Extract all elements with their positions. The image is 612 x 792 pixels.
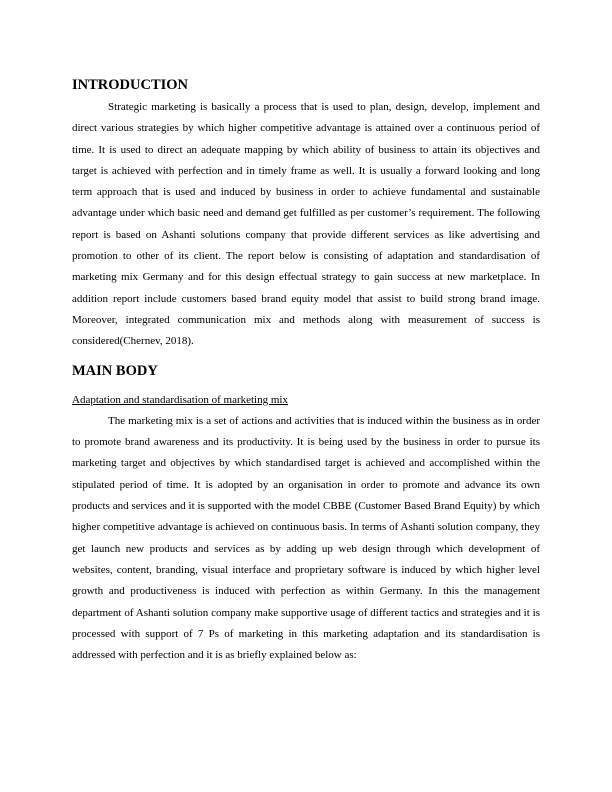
document-page [72, 74, 540, 666]
main-body-paragraph: The marketing mix is a set of actions and activities that is induced within the business as in order to promote brand awareness and its productivity. It is being used by the business in order to pursue its marketing target and objectives by which standardised target is achieved and accomplished within the stipulated period of time. It is adopted by an organisation in order to promote and advance its own products and services and it is supported with the model CBBE (Customer Based Brand Equity) by which higher competitive advantage is achieved on continuous basis. In terms of Ashanti solution company, they get launch new products and services as by adding up web design through which development of websites, content, branding, visual interface and proprietary software is induced by which higher level growth and productiveness is induced with perfection as within Germany. In this the management department of Ashanti solution company make supportive usage of different tactics and strategies and it is processed with support of 7 Ps of marketing in this marketing adaptation and its standardisation is addressed with perfection and it is as briefly explained below as: [72, 414, 540, 662]
introduction-paragraph: Strategic marketing is basically a process that is used to plan, design, develop, implement and direct various strategies by which higher competitive advantage is attained over a continuous period of time. It is used to direct an adequate mapping by which ability of business to attain its objectives and target is achieved with perfection and in timely frame as well. It is usually a forward looking and long term approach that is used and induced by business in order to achieve fundamental and sustainable advantage under which basic need and demand get fulfilled as per customer’s requirement. The following report is based on Ashanti solutions company that provide different services as like advertising and promotion to other of its client. The report below is consisting of adaptation and standardisation of marketing mix Germany and for this design effectual strategy to gain success at new marketplace. In addition report include customers based brand equity model that assist to build strong brand image. Moreover, integrated communication mix and methods along with measurement of success is considered(Chernev, 2018). [72, 101, 540, 348]
marketing-mix-subheading: Adaptation and standardisation of marketing mix [72, 393, 288, 406]
introduction-heading: INTRODUCTION [72, 77, 189, 93]
main-body-heading: MAIN BODY [72, 362, 158, 379]
